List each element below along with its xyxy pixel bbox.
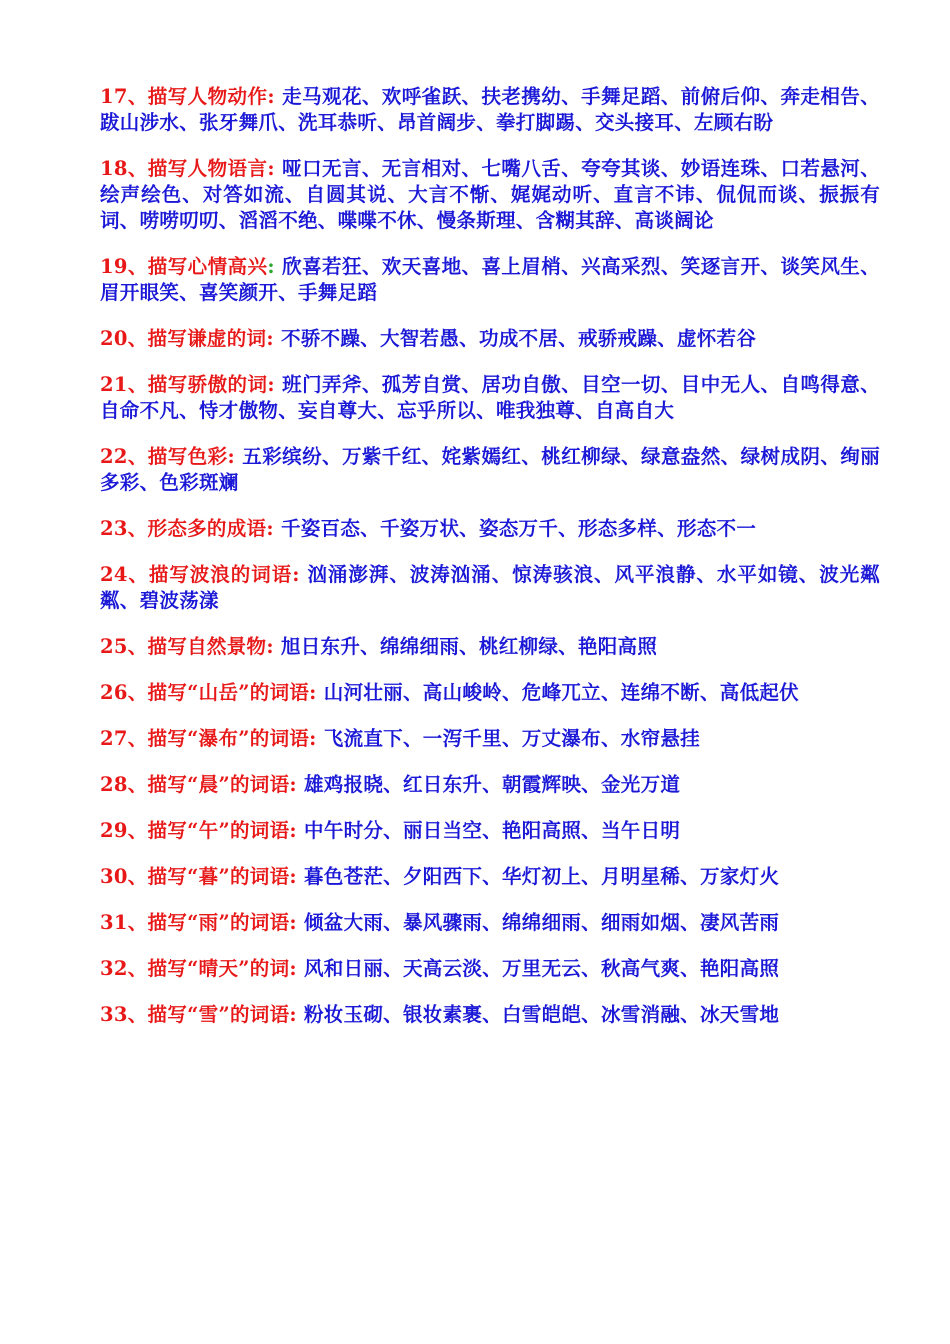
entry-words: 山河壮丽、高山峻岭、危峰兀立、连绵不断、高低起伏: [323, 681, 799, 704]
entry-words: 走马观花、欢呼雀跃、扶老携幼、手舞足蹈、前俯后仰、奔走相告、跋山涉水、张牙舞爪、洗耳恭听、昂首阔步、拳打脚踢、交头接耳、左顾右盼: [100, 85, 880, 134]
entry-words: 暮色苍茫、夕阳西下、华灯初上、月明星稀、万家灯火: [303, 865, 780, 888]
entry-colon: :: [266, 327, 274, 350]
entry-words: 飞流直下、一泻千里、万丈瀑布、水帘悬挂: [323, 727, 700, 750]
entry-colon: :: [227, 445, 236, 468]
entry-words: 雄鸡报晓、红日东升、朝霞辉映、金光万道: [303, 773, 681, 796]
entry-label: 24、描写波浪的词语: [100, 563, 293, 586]
entry-colon: :: [289, 1003, 297, 1026]
entry-30: [100, 864, 880, 890]
entry-colon: :: [266, 635, 274, 658]
entry-label: 31、描写“雨”的词语: [100, 911, 290, 934]
entry-label: 30、描写“暮”的词语: [100, 865, 290, 888]
entry-label: 25、描写自然景物: [100, 635, 267, 658]
entry-label: 28、描写“晨”的词语: [100, 773, 290, 796]
entry-words: 中午时分、丽日当空、艳阳高照、当午日明: [303, 819, 681, 842]
entry-words: 风和日丽、天高云淡、万里无云、秋高气爽、艳阳高照: [303, 957, 780, 980]
entry-colon: :: [289, 819, 297, 842]
entry-label: 32、描写“晴天”的词: [100, 957, 290, 980]
entry-colon: :: [267, 157, 275, 180]
entry-words: 粉妆玉砌、银妆素裹、白雪皑皑、冰雪消融、冰天雪地: [303, 1003, 780, 1026]
entry-colon: :: [289, 773, 297, 796]
entry-label: 27、描写“瀑布”的词语: [100, 727, 310, 750]
entry-19: [100, 254, 880, 306]
entry-colon: :: [266, 517, 274, 540]
entry-label: 18、描写人物语言: [100, 157, 268, 180]
entry-words: 班门弄斧、孤芳自赏、居功自傲、目空一切、目中无人、自鸣得意、自命不凡、恃才傲物、妄自尊大、忘乎所以、唯我独尊、自高自大: [100, 373, 880, 422]
entry-21: [100, 372, 880, 424]
entry-20: [100, 326, 880, 352]
entry-28: [100, 772, 880, 798]
entry-label: 22、描写色彩: [100, 445, 228, 468]
entry-label: 17、描写人物动作: [100, 85, 268, 108]
entry-words: 千姿百态、千姿万状、姿态万千、形态多样、形态不一: [280, 517, 757, 540]
entry-33: [100, 1002, 880, 1028]
entry-words: 欣喜若狂、欢天喜地、喜上眉梢、兴高采烈、笑逐言开、谈笑风生、眉开眼笑、喜笑颜开、手舞足蹈: [100, 255, 880, 304]
entry-label: 23、形态多的成语: [100, 517, 267, 540]
entry-colon: :: [309, 727, 317, 750]
entry-colon: :: [309, 681, 317, 704]
entry-26: [100, 680, 880, 706]
entry-words: 五彩缤纷、万紫千红、姹紫嫣红、桃红柳绿、绿意盎然、绿树成阴、绚丽多彩、色彩斑斓: [100, 445, 880, 494]
entry-17: [100, 84, 880, 136]
entry-words: 倾盆大雨、暴风骤雨、绵绵细雨、细雨如烟、凄风苦雨: [303, 911, 780, 934]
entry-31: [100, 910, 880, 936]
entry-words: 不骄不躁、大智若愚、功成不居、戒骄戒躁、虚怀若谷: [280, 327, 757, 350]
entry-23: [100, 516, 880, 542]
entry-words: 汹涌澎湃、波涛汹涌、惊涛骇浪、风平浪静、水平如镜、波光粼粼、碧波荡漾: [100, 563, 880, 612]
entry-label: 29、描写“午”的词语: [100, 819, 290, 842]
entry-colon: :: [267, 85, 275, 108]
entry-colon: :: [289, 865, 297, 888]
entry-label: 33、描写“雪”的词语: [100, 1003, 290, 1026]
document-page: [100, 84, 880, 1048]
entry-label: 21、描写骄傲的词: [100, 373, 268, 396]
entry-words: 旭日东升、绵绵细雨、桃红柳绿、艳阳高照: [280, 635, 658, 658]
entry-colon: :: [289, 957, 297, 980]
entry-colon: :: [289, 911, 297, 934]
entry-25: [100, 634, 880, 660]
entry-colon: :: [267, 373, 275, 396]
entry-words: 哑口无言、无言相对、七嘴八舌、夸夸其谈、妙语连珠、口若悬河、绘声绘色、对答如流、自圆其说、大言不惭、娓娓动听、直言不讳、侃侃而谈、振振有词、唠唠叨叨、滔滔不绝、喋喋不休、慢条斯理、含糊其辞、高谈阔论: [100, 157, 880, 232]
entry-colon: :: [292, 563, 300, 586]
entry-27: [100, 726, 880, 752]
entry-18: [100, 156, 880, 234]
entry-32: [100, 956, 880, 982]
entry-colon: :: [267, 255, 275, 278]
entry-label: 19、描写心情高兴: [100, 255, 268, 278]
entry-label: 20、描写谦虚的词: [100, 327, 267, 350]
entry-22: [100, 444, 880, 496]
entry-29: [100, 818, 880, 844]
entry-label: 26、描写“山岳”的词语: [100, 681, 310, 704]
entry-24: [100, 562, 880, 614]
